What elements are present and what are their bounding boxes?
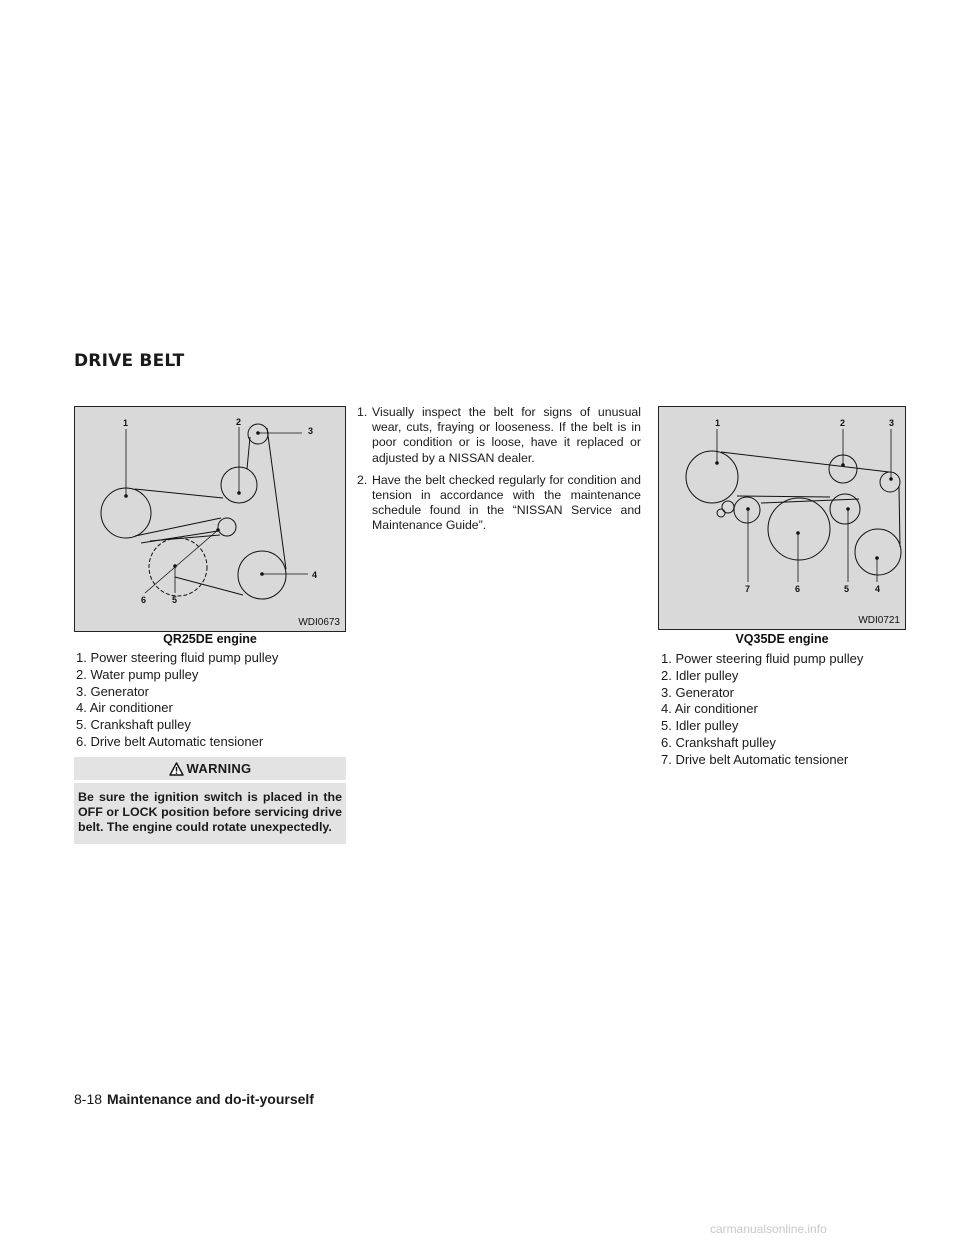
page-footer [74,1091,314,1107]
warning-icon [169,762,184,776]
chapter-title: Maintenance and do-it-yourself [107,1091,314,1107]
step-item [357,405,641,466]
watermark: carmanualsonline.info [710,1222,827,1236]
callout-6: 6 [795,584,801,594]
list-item: 6. Drive belt Automatic tensioner [76,733,264,749]
callout-2: 2 [840,418,846,428]
list-item: 4. Air conditioner [661,701,758,717]
step-text: Visually inspect the belt for signs of unusual wear, cuts, fraying or looseness. If the belt is in poor condition or is loose, have it replaced or adjusted by a NISSAN dealer. [372,405,641,465]
figure-code: WDI0673 [298,617,340,628]
callout-1: 1 [715,418,721,428]
warning-header [74,757,346,780]
list-item: 7. Drive belt Automatic tensioner [661,751,849,767]
vq35de-parts-list [661,651,863,769]
callout-3: 3 [308,426,314,436]
qr25de-parts-list [76,650,278,751]
qr25de-belt-drawing [75,407,345,631]
callout-5: 5 [172,595,178,605]
callout-3: 3 [889,418,895,428]
callout-2: 2 [236,417,242,427]
callout-1: 1 [123,418,129,428]
callout-4: 4 [875,584,881,594]
list-item: 3. Generator [661,684,734,700]
list-item: 1. Power steering fluid pump pulley [661,651,864,666]
list-item: 2. Idler pulley [661,667,739,683]
list-item: 4. Air conditioner [76,700,173,716]
warning-box [74,757,346,844]
section-title: DRIVE BELT [74,351,185,371]
list-item: 2. Water pump pulley [76,666,199,682]
figure-caption: QR25DE engine [163,632,257,646]
callout-7: 7 [745,584,751,594]
callout-6: 6 [141,595,147,605]
step-item [357,473,641,534]
page-number: 8-18 [74,1091,103,1107]
vq35de-belt-drawing [659,407,905,629]
list-item: 6. Crankshaft pulley [661,734,776,750]
warning-text: Be sure the ignition switch is placed in the OFF or LOCK position before servicing drive belt. The engine could rotate unexpectedly. [78,790,342,835]
warning-title: WARNING [186,761,252,776]
figure-code: WDI0721 [858,615,900,626]
vq35de-belt-diagram [658,406,906,630]
step-text: Have the belt checked regularly for condition and tension in accordance with the maintenance schedule found in the “NISSAN Service and Maintenance Guide”. [372,472,641,533]
step-number: 1. [357,405,368,419]
step-number: 2. [357,472,368,487]
list-item: 1. Power steering fluid pump pulley [76,650,279,665]
list-item: 5. Idler pulley [661,718,739,734]
list-item: 5. Crankshaft pulley [76,717,191,733]
callout-4: 4 [312,570,318,580]
figure-caption: VQ35DE engine [735,632,829,646]
inspection-steps [357,405,641,541]
callout-5: 5 [844,584,850,594]
qr25de-belt-diagram [74,406,346,632]
list-item: 3. Generator [76,683,149,699]
